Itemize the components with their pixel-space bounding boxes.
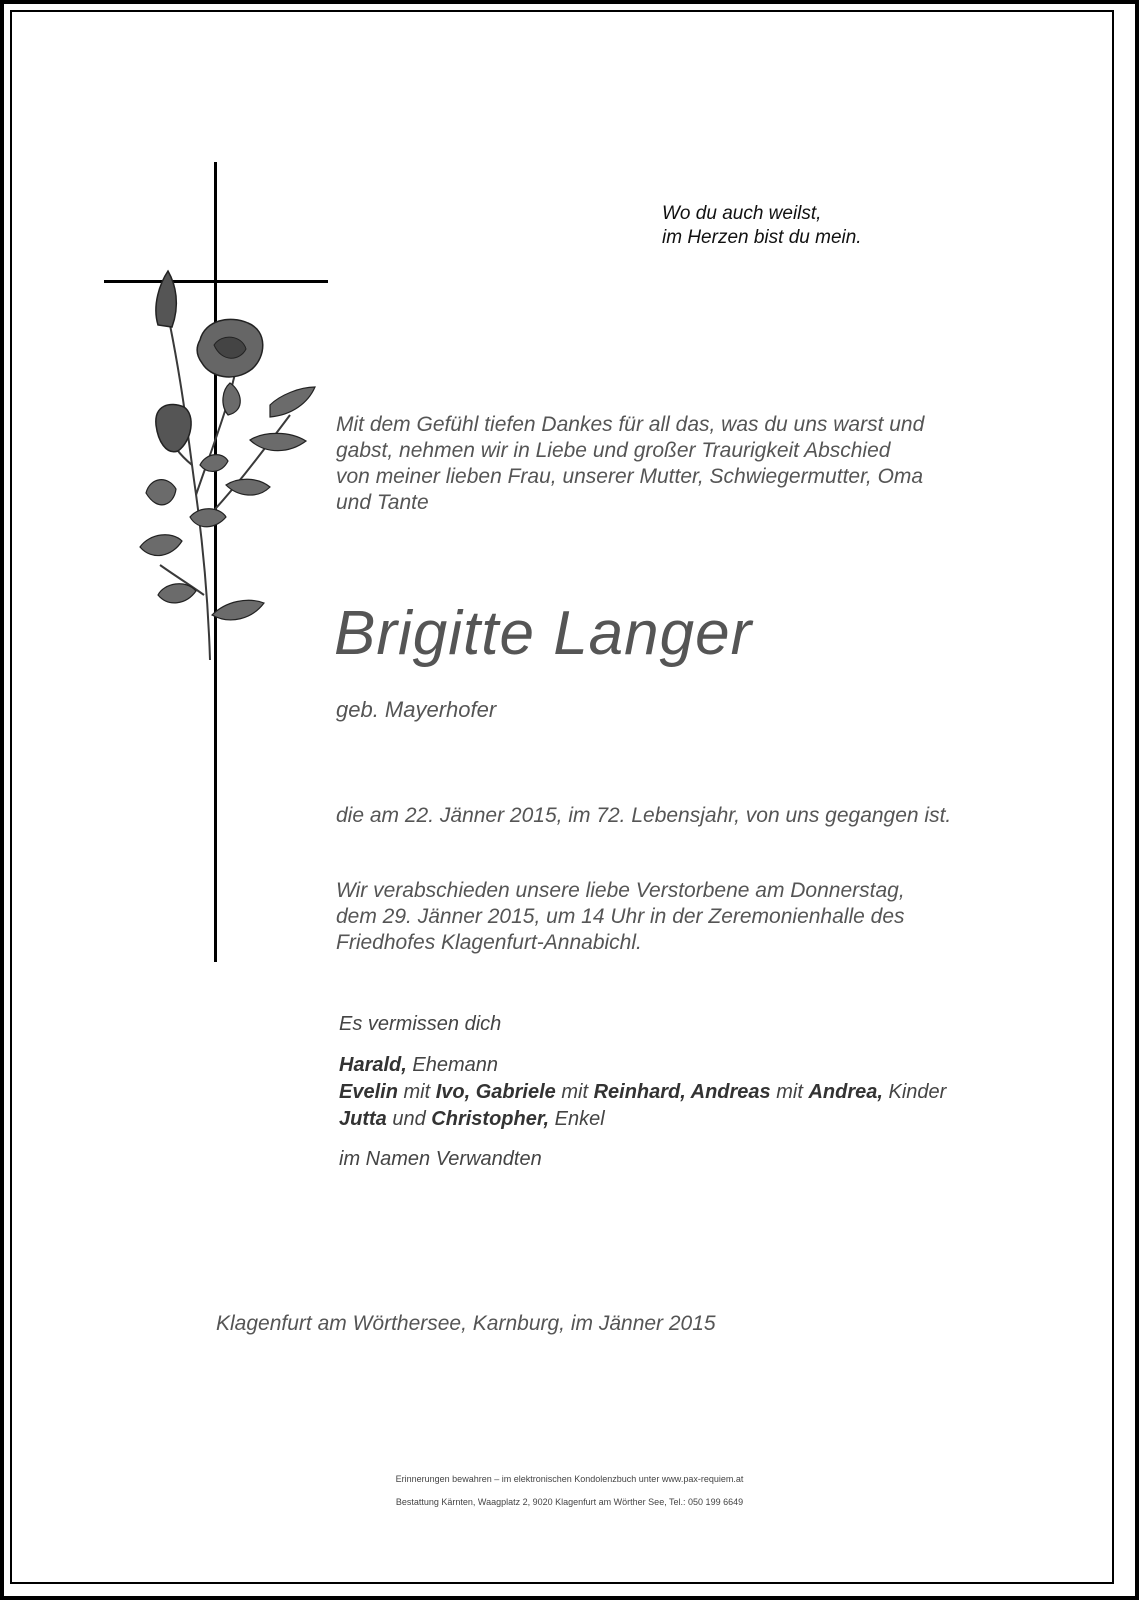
- mourners-list: [339, 1052, 946, 1133]
- footer-address-line: Bestattung Kärnten, Waagplatz 2, 9020 Klagenfurt am Wörther See, Tel.: 050 199 6649: [395, 1497, 744, 1507]
- connector: mit: [561, 1081, 589, 1103]
- mourners-row-spouse: [339, 1052, 946, 1079]
- death-notice: die am 22. Jänner 2015, im 72. Lebensjahr, von uns gegangen ist.: [336, 804, 952, 827]
- funeral-line: dem 29. Jänner 2015, um 14 Uhr in der Zeremonienhalle des: [336, 905, 905, 928]
- intro-line: und Tante: [336, 491, 429, 514]
- page-inner-border: [10, 10, 1114, 1584]
- mourner-role: Enkel: [554, 1108, 605, 1130]
- funeral-paragraph: [336, 878, 905, 956]
- rose-icon: [130, 265, 330, 685]
- mourners-row-children: [339, 1079, 946, 1106]
- place-date: Klagenfurt am Wörthersee, Karnburg, im Jänner 2015: [216, 1312, 716, 1335]
- birth-name: geb. Mayerhofer: [336, 697, 497, 722]
- mourners-intro: Es vermissen dich: [339, 1013, 502, 1035]
- funeral-line: Friedhofes Klagenfurt-Annabichl.: [336, 931, 642, 954]
- mourner-role: Ehemann: [412, 1054, 498, 1076]
- mourner-name: Andrea,: [808, 1081, 883, 1103]
- footer-condolence-line: Erinnerungen bewahren – im elektronischen Kondolenzbuch unter www.pax-requiem.at: [395, 1474, 744, 1484]
- motto-line-1: Wo du auch weilst,: [662, 203, 822, 224]
- mourner-name: Christopher,: [431, 1108, 550, 1130]
- mourner-name: Evelin: [339, 1081, 398, 1103]
- connector: mit: [403, 1081, 431, 1103]
- mourners-row-grandchildren: [339, 1106, 946, 1133]
- motto: [662, 202, 862, 250]
- relatives-note: im Namen Verwandten: [339, 1148, 542, 1170]
- mourner-role: Kinder: [888, 1081, 947, 1103]
- intro-line: von meiner lieben Frau, unserer Mutter, Schwiegermutter, Oma: [336, 465, 924, 488]
- funeral-line: Wir verabschieden unsere liebe Verstorbene am Donnerstag,: [336, 879, 905, 902]
- mourner-name: Reinhard, Andreas: [593, 1081, 771, 1103]
- mourner-name: Harald,: [339, 1054, 407, 1076]
- intro-paragraph: [336, 412, 1036, 516]
- deceased-name: Brigitte Langer: [334, 599, 753, 668]
- connector: und: [392, 1108, 426, 1130]
- motto-line-2: im Herzen bist du mein.: [662, 227, 862, 248]
- intro-line: gabst, nehmen wir in Liebe und großer Traurigkeit Abschied: [336, 439, 891, 462]
- connector: mit: [776, 1081, 803, 1103]
- mourner-name: Jutta: [339, 1108, 387, 1130]
- mourner-name: Ivo, Gabriele: [435, 1081, 556, 1103]
- intro-line: Mit dem Gefühl tiefen Dankes für all das, was du uns warst und: [336, 413, 925, 436]
